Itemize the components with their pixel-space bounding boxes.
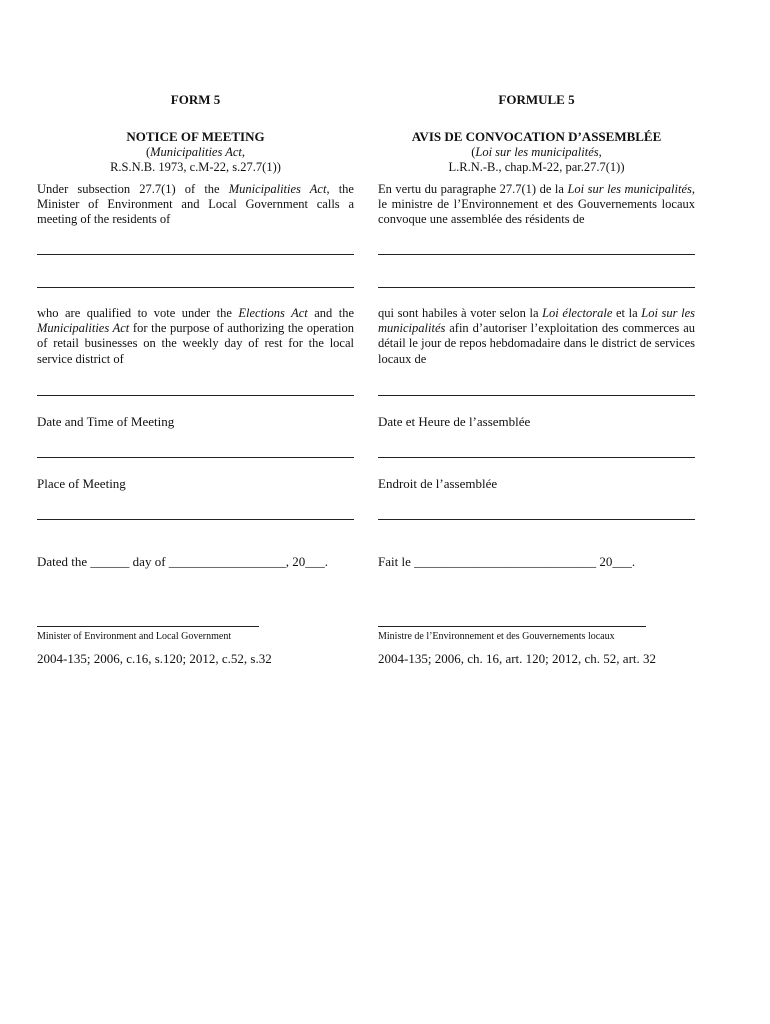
date-time-blank-line[interactable]	[378, 457, 695, 458]
intro-paragraph: Under subsection 27.7(1) of the Municipalities Act, the Minister of Environment and Local Government calls a meeting of the residents of	[37, 182, 354, 227]
act-citation: R.S.N.B. 1973, c.M-22, s.27.7(1))	[110, 160, 281, 174]
form-title: FORM 5	[170, 92, 221, 107]
signature-blank-line[interactable]	[37, 626, 259, 627]
place-label: Place of Meeting	[37, 476, 126, 491]
signatory-title: Minister of Environment and Local Government	[37, 631, 232, 642]
history-citation: 2004-135; 2006, c.16, s.120; 2012, c.52, s.32	[37, 651, 272, 666]
act-reference: (Municipalities Act,	[145, 145, 246, 159]
date-time-label: Date and Time of Meeting	[37, 414, 175, 429]
residents-blank-line-1[interactable]	[378, 254, 695, 255]
residents-blank-line-1[interactable]	[37, 254, 354, 255]
form-title: FORMULE 5	[498, 92, 575, 107]
act-citation: L.R.N.-B., chap.M-22, par.27.7(1))	[448, 160, 625, 174]
district-blank-line[interactable]	[37, 395, 354, 396]
date-time-label: Date et Heure de l’assemblée	[378, 414, 531, 429]
place-blank-line[interactable]	[378, 519, 695, 520]
history-citation: 2004-135; 2006, ch. 16, art. 120; 2012, ch. 52, art. 32	[378, 651, 657, 666]
qualified-paragraph: who are qualified to vote under the Elections Act and the Municipalities Act for the purpose of authorizing the operation of retail businesses on the weekly day of rest for the local service district of	[37, 306, 354, 366]
signatory-title: Ministre de l’Environnement et des Gouvernements locaux	[378, 631, 615, 642]
date-time-blank-line[interactable]	[37, 457, 354, 458]
dated-line: Fait le ____________________________ 20___.	[378, 554, 636, 569]
residents-blank-line-2[interactable]	[37, 287, 354, 288]
residents-blank-line-2[interactable]	[378, 287, 695, 288]
signature-blank-line[interactable]	[378, 626, 646, 627]
dated-line: Dated the ______ day of __________________, 20___.	[37, 554, 329, 569]
qualified-paragraph: qui sont habiles à voter selon la Loi électorale et la Loi sur les municipalités afin d’autoriser l’exploitation des commerces au détail le jour de repos hebdomadaire dans le district de services locaux de	[378, 306, 696, 366]
notice-title: AVIS DE CONVOCATION D’ASSEMBLÉE	[411, 129, 662, 144]
act-reference: (Loi sur les municipalités,	[471, 145, 602, 159]
district-blank-line[interactable]	[378, 395, 695, 396]
intro-paragraph: En vertu du paragraphe 27.7(1) de la Loi sur les municipalités, le ministre de l’Environnement et des Gouvernements locaux convoque une assemblée des résidents de	[378, 182, 695, 227]
place-blank-line[interactable]	[37, 519, 354, 520]
place-label: Endroit de l’assemblée	[378, 476, 498, 491]
notice-title: NOTICE OF MEETING	[126, 129, 265, 144]
